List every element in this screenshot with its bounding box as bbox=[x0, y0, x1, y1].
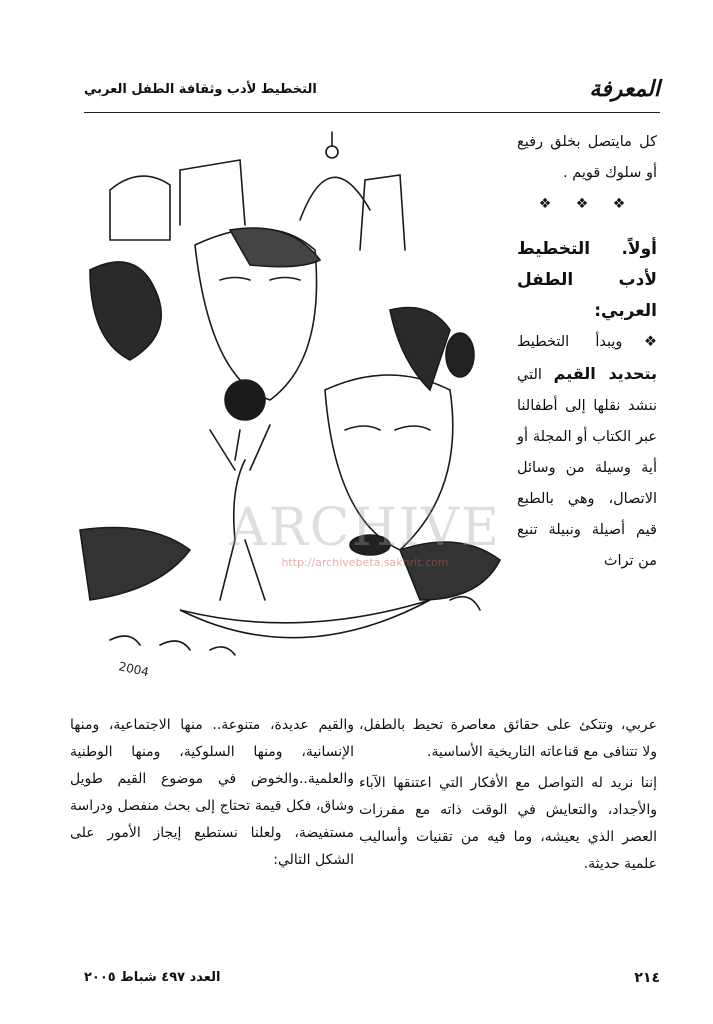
ink-illustration bbox=[70, 130, 520, 685]
paragraph-3: والقيم عديدة، متنوعة.. منها الاجتماعية، ومنها الإنسانية، ومنها السلوكية، ومنها الوطنية والعلمية..والخوض في موضوع القيم طويل وشاق، فكل قيمة تحتاج إلى بحث منفصل ودراسة مستفيضة، ولعلنا نستطيع إيجاز الأمور على الشكل التالي: bbox=[70, 717, 354, 868]
watermark-text: ARCHIVE bbox=[229, 498, 501, 558]
lower-right-column bbox=[359, 712, 657, 882]
lead-start: ❖ويبدأ التخطيط bbox=[517, 334, 657, 350]
dome-top bbox=[326, 146, 338, 158]
face-lower bbox=[325, 375, 453, 550]
dome-right bbox=[300, 177, 370, 220]
building-right bbox=[360, 175, 405, 250]
crescent bbox=[180, 600, 430, 638]
running-title: التخطيط لأدب وثقافة الطفل العربي bbox=[84, 82, 317, 97]
right-column bbox=[517, 127, 657, 577]
artist-signature: 2004 bbox=[117, 659, 151, 680]
building-left bbox=[110, 176, 170, 240]
building-mid bbox=[180, 160, 245, 225]
magazine-logo: المعرفة bbox=[589, 76, 660, 102]
intro-text: كل مايتصل بخلق رفيع أو سلوك قويم . bbox=[517, 134, 657, 181]
paragraph-2: إننا نريد له التواصل مع الأفكار التي اعتنقها الآباء والأجداد، والتعايش في الوقت ذاته مع مفرزات العصر الذي يعيشه، وما فيه من تقنيات وأساليب علمية حديثة. bbox=[359, 775, 657, 872]
standing-figure bbox=[210, 425, 270, 600]
page-header bbox=[84, 72, 660, 113]
lead-bold: بتحديد القيم bbox=[553, 364, 657, 383]
page-number: ٢١٤ bbox=[634, 970, 660, 986]
lower-left-column bbox=[70, 712, 354, 874]
issue-info: العدد ٤٩٧ شباط ٢٠٠٥ bbox=[84, 970, 221, 985]
watermark-url: http://archivebeta.sakhrit.com bbox=[281, 556, 449, 569]
section-separator: ❖ ❖ ❖ bbox=[538, 196, 636, 212]
lead-rest-part: التي ننشد نقلها إلى أطفالنا عبر الكتاب أو المجلة أو أية وسيلة من وسائل الاتصال، وهي بالطبع قيم أصيلة ونبيلة تنبع من تراث bbox=[517, 367, 657, 569]
lead-paragraph bbox=[517, 327, 657, 577]
lead-continuation: عربي، وتتكئ على حقائق معاصرة تحيط بالطفل، ولا تتنافى مع قناعاته التاريخية الأساسية. bbox=[359, 717, 657, 760]
page-footer bbox=[84, 970, 660, 994]
section-heading: أولاً. التخطيط لأدب الطفل العربي: bbox=[517, 239, 657, 321]
